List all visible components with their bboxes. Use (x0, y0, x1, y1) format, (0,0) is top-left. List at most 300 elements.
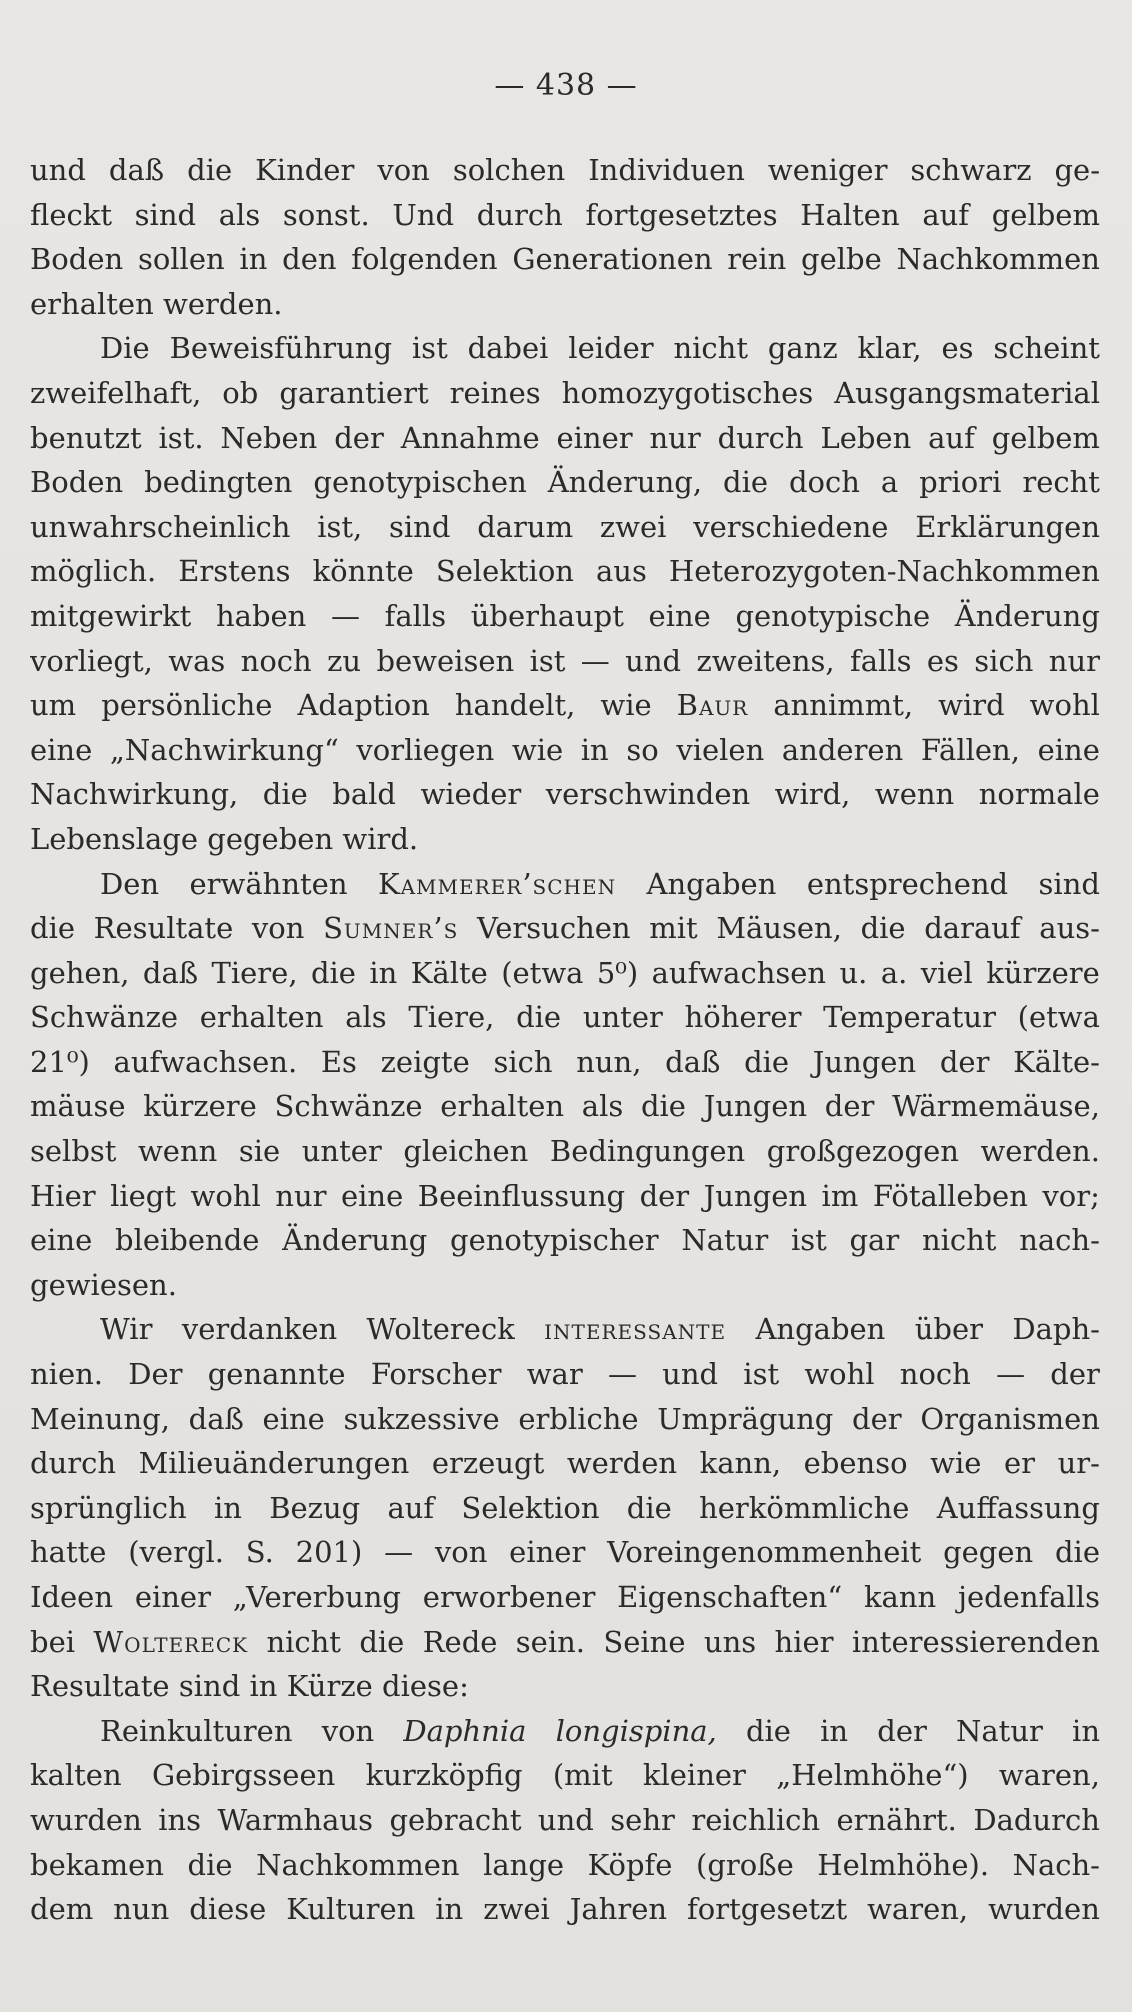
word: klar, (857, 331, 922, 366)
word: die (310, 955, 356, 990)
word: Natur (956, 1713, 1043, 1748)
word: wohl (1029, 688, 1100, 723)
word: noch (240, 643, 312, 678)
word: es (941, 331, 974, 366)
word: sind (134, 197, 197, 232)
word: Selektion (461, 1490, 600, 1525)
word: priori (919, 465, 1002, 500)
word: gar (849, 1223, 900, 1258)
word: Mäusen, (716, 911, 842, 946)
word: uns (703, 1624, 757, 1659)
word: den (282, 242, 337, 277)
text-line (30, 1174, 1100, 1219)
word: verschwinden (545, 777, 751, 812)
word: einer (509, 1535, 586, 1570)
word: Beeinflussung (417, 1178, 626, 1213)
word: lange (483, 1847, 565, 1882)
word: Sumner’s (323, 911, 459, 946)
word: als (581, 1089, 624, 1124)
text-line (30, 1843, 1100, 1888)
word: sehr (610, 1802, 675, 1837)
word: ins (158, 1802, 202, 1837)
word: ist (743, 1357, 780, 1392)
word: Heterozygoten-Nachkommen (668, 554, 1100, 589)
word: ist. (158, 420, 204, 455)
word: (etwa (501, 955, 584, 990)
word: Nachwirkung, (30, 777, 239, 812)
word: interessierenden (851, 1624, 1100, 1659)
word: möglich. (30, 554, 157, 589)
word: normale (978, 777, 1100, 812)
word: durch (717, 420, 804, 455)
word: Die (100, 331, 150, 366)
word: Dadurch (973, 1802, 1100, 1837)
word: Jungen (703, 1178, 808, 1213)
word: die (359, 1624, 405, 1659)
word: verdanken (181, 1312, 338, 1347)
word: durch (30, 1446, 117, 1481)
word: Reinkulturen (100, 1713, 293, 1748)
word: sein. (515, 1624, 586, 1659)
word: die (262, 777, 308, 812)
word: Milieuänderungen (138, 1446, 410, 1481)
word: mäuse (30, 1089, 126, 1124)
word: (große (696, 1847, 794, 1882)
word: sukzessive (343, 1401, 500, 1436)
text-line (30, 1620, 1100, 1665)
word: eine (648, 598, 711, 633)
word: gelbem (991, 197, 1100, 232)
word: die (860, 911, 906, 946)
word: auf (387, 1490, 435, 1525)
word: über (914, 1312, 984, 1347)
word: daß (665, 1044, 721, 1079)
word: eine (30, 1223, 93, 1258)
word: (mit (552, 1758, 613, 1793)
word: sind (1038, 866, 1100, 901)
word: a. (880, 955, 908, 990)
word: die (1054, 1535, 1100, 1570)
word: Auffassung (936, 1490, 1100, 1525)
word: Erklärungen (915, 509, 1100, 544)
word: falls (384, 598, 447, 633)
word: und (662, 1357, 719, 1392)
text-line (30, 1664, 1100, 1709)
word: werden. (163, 286, 283, 321)
word: bald (332, 777, 396, 812)
word: einer (556, 420, 633, 455)
word: nur (1048, 643, 1100, 678)
word: sind (389, 509, 451, 544)
word: die (745, 1713, 791, 1748)
word: eine (262, 1401, 325, 1436)
word: gelbe (801, 242, 882, 277)
word: Kinder (255, 153, 355, 187)
word: Daph- (1012, 1312, 1100, 1347)
word: als (218, 197, 261, 232)
text-line (30, 1263, 1100, 1308)
word: Hier (30, 1178, 96, 1213)
word: viel (920, 955, 973, 990)
word: hatte (30, 1535, 107, 1570)
text-line (30, 1397, 1100, 1442)
text-line (30, 1486, 1100, 1531)
word: Es (320, 1044, 357, 1079)
word: es (926, 643, 959, 678)
word: Rede (422, 1624, 498, 1659)
word: weniger (767, 153, 888, 187)
word: Eigenschaften“ (617, 1580, 843, 1614)
word: gleichen (403, 1134, 529, 1169)
word: Nach- (1012, 1847, 1100, 1882)
word: anderen (781, 732, 904, 767)
word: und (537, 1802, 594, 1837)
text-line (30, 1887, 1100, 1932)
word: sprünglich (30, 1490, 187, 1525)
word: Jahren (569, 1892, 668, 1927)
text-line (30, 148, 1100, 193)
word: Forscher (370, 1357, 502, 1392)
word: scheint (993, 331, 1100, 366)
text-line (30, 639, 1100, 684)
word: genotypische (735, 598, 931, 633)
word: wurden (30, 1802, 142, 1837)
word: Natur (681, 1223, 769, 1258)
word: sie (238, 1134, 281, 1169)
word: handelt, (454, 688, 576, 723)
word: durch (476, 197, 563, 232)
word: sollen (137, 242, 225, 277)
word: garantiert (279, 375, 429, 410)
word: erworbener (422, 1580, 596, 1614)
text-line (30, 683, 1100, 728)
text-line (30, 1040, 1100, 1085)
word: werden. (980, 1134, 1100, 1169)
word: reichlich (691, 1802, 821, 1837)
word: noch (899, 1357, 971, 1392)
word: wie (511, 732, 564, 767)
text-line (30, 1753, 1100, 1798)
word: erbliche (518, 1401, 639, 1436)
word: 21⁰) (30, 1044, 90, 1079)
word: jedenfalls (957, 1580, 1100, 1614)
text-line (30, 460, 1100, 505)
text-line (30, 1798, 1100, 1843)
word: — (580, 643, 610, 678)
word: daß (188, 1401, 244, 1436)
word: Kälte- (1013, 1044, 1100, 1079)
text-line (30, 728, 1100, 773)
text-line (30, 772, 1100, 817)
word: erhalten (440, 1089, 565, 1124)
word: von (434, 1535, 488, 1570)
word: nicht (673, 331, 748, 366)
word: höherer (684, 1000, 802, 1035)
word: Änderung, (547, 465, 703, 500)
word: vorliegen (356, 732, 495, 767)
text-line (30, 1307, 1100, 1352)
word: zeigte (380, 1044, 470, 1079)
word: Daphnia (403, 1713, 527, 1748)
word: darauf (924, 911, 1021, 946)
word: beweisen (376, 643, 515, 678)
word: darum (477, 509, 574, 544)
word: Änderung (954, 598, 1100, 633)
text-line (30, 193, 1100, 238)
word: 201) (295, 1535, 363, 1570)
text-line (30, 1530, 1100, 1575)
word: Umprägung (657, 1401, 834, 1436)
word: auf (922, 197, 970, 232)
word: erzeugt (431, 1446, 545, 1481)
word: in (1072, 1713, 1100, 1748)
word: sind (178, 1669, 241, 1704)
word: „Helmhöhe“) (776, 1758, 969, 1793)
word: von (377, 153, 430, 187)
word: im (821, 1178, 859, 1213)
word: er (1004, 1446, 1036, 1481)
word: und (30, 153, 86, 187)
word: u. (839, 955, 868, 990)
word: die (187, 153, 233, 187)
word: der (939, 1044, 990, 1079)
word: wie (930, 1446, 982, 1481)
word: annimmt, (773, 688, 914, 723)
word: ist (411, 331, 448, 366)
word: hier (774, 1624, 834, 1659)
word: die (30, 911, 76, 946)
word: nicht (921, 1223, 997, 1258)
word: benutzt (30, 420, 142, 455)
word: dem (30, 1892, 94, 1927)
word: gebracht (389, 1802, 522, 1837)
word: zwei (483, 1892, 550, 1927)
word: die (516, 1000, 562, 1035)
word: eine (1037, 732, 1100, 767)
word: sich (493, 1044, 553, 1079)
word: nur (275, 1178, 327, 1213)
word: aufwachsen. (113, 1044, 298, 1079)
word: Resultate (93, 911, 234, 946)
word: in (213, 1490, 242, 1525)
word: nien. (30, 1357, 104, 1392)
word: persönliche (101, 688, 273, 723)
word: der (877, 1713, 927, 1748)
word: Erstens (178, 554, 291, 589)
word: Neben (220, 420, 318, 455)
text-line (30, 237, 1100, 282)
word: Beweisführung (169, 331, 393, 366)
word: überhaupt (470, 598, 624, 633)
word: was (168, 643, 226, 678)
word: eine (30, 732, 93, 767)
word: in (820, 1713, 849, 1748)
word: daß (108, 153, 165, 187)
word: der (1050, 1357, 1100, 1392)
word: „Vererbung (232, 1580, 401, 1614)
text-line (30, 906, 1100, 951)
word: wurden (988, 1892, 1100, 1927)
text-line (30, 862, 1100, 907)
word: — (996, 1357, 1026, 1392)
word: Und (392, 197, 455, 232)
text-line (30, 817, 1100, 862)
text-line (30, 951, 1100, 996)
word: großgezogen (766, 1134, 959, 1169)
text-line (30, 1575, 1100, 1620)
word: in (249, 1669, 278, 1704)
text-line (30, 416, 1100, 461)
word: longispina, (555, 1713, 717, 1748)
word: Schwänze (274, 1089, 423, 1124)
word: von (251, 911, 305, 946)
word: die (187, 1847, 233, 1882)
word: als (345, 1000, 387, 1035)
word: Wir (100, 1312, 153, 1347)
text-line (30, 1218, 1100, 1263)
word: Seine (603, 1624, 686, 1659)
word: vielen (676, 732, 765, 767)
word: vorliegt, (30, 643, 153, 678)
word: unter (582, 1000, 663, 1035)
word: gehen, (30, 955, 130, 990)
word: so (626, 732, 659, 767)
word: könnte (312, 554, 414, 589)
word: die (723, 465, 769, 500)
word: Kammerer’schen (377, 866, 617, 901)
word: kann (863, 1580, 937, 1614)
word: Schwänze (30, 1000, 179, 1035)
word: fleckt (30, 197, 112, 232)
word: erwähnten (189, 866, 348, 901)
word: wieder (420, 777, 522, 812)
word: Boden (30, 242, 124, 277)
word: Halten (800, 197, 900, 232)
word: nur (649, 420, 701, 455)
word: die (626, 1490, 672, 1525)
word: ebenso (803, 1446, 908, 1481)
word: Selektion (435, 554, 574, 589)
word: wenn (874, 777, 955, 812)
word: kürzere (143, 1089, 257, 1124)
word: aus- (1039, 911, 1100, 946)
word: wird. (342, 821, 419, 856)
word: Organismen (920, 1401, 1100, 1436)
word: Baur (676, 688, 749, 723)
word: Der (128, 1357, 183, 1392)
word: kalten (30, 1758, 122, 1793)
word: Köpfe (587, 1847, 673, 1882)
word: doch (788, 465, 860, 500)
word: aus (596, 554, 647, 589)
word: Bedingungen (549, 1134, 746, 1169)
word: ge- (1054, 153, 1100, 187)
word: schwarz (910, 153, 1032, 187)
word: genotypischer (450, 1223, 659, 1258)
word: Temperatur (823, 1000, 996, 1035)
word: ernährt. (836, 1802, 957, 1837)
word: Resultate (30, 1669, 170, 1704)
word: Tiere, (408, 1000, 495, 1035)
word: Lebenslage (30, 821, 198, 856)
word: zu (327, 643, 362, 678)
word: reines (449, 375, 541, 410)
word: (vergl. (128, 1535, 224, 1570)
word: Gebirgsseen (151, 1758, 336, 1793)
text-line (30, 1709, 1100, 1754)
word: liegt (110, 1178, 177, 1213)
word: — (331, 598, 360, 633)
text-line (30, 371, 1100, 416)
word: einer (134, 1580, 211, 1614)
word: Änderung (282, 1223, 428, 1258)
word: Individuen (588, 153, 745, 187)
word: auf (928, 420, 975, 455)
word: Kürze (286, 1669, 373, 1704)
word: Ausgangsmaterial (834, 375, 1100, 410)
word: kurzköpfig (365, 1758, 523, 1793)
word: Adaption (297, 688, 430, 723)
text-line (30, 594, 1100, 639)
word: vor; (1042, 1178, 1100, 1213)
body-text (30, 148, 1100, 1932)
word: Annahme (400, 420, 540, 455)
word: S. (245, 1535, 274, 1570)
word: um (30, 688, 77, 723)
word: — (607, 1357, 637, 1392)
word: fortgesetzt (687, 1892, 848, 1927)
word: Versuchen (476, 911, 631, 946)
word: Helmhöhe). (817, 1847, 990, 1882)
word: gegen (943, 1535, 1034, 1570)
word: in (239, 242, 268, 277)
word: bedingten (144, 465, 293, 500)
word: recht (1022, 465, 1100, 500)
word: Woltereck (366, 1312, 515, 1347)
word: Kulturen (286, 1892, 416, 1927)
word: verschiedene (693, 509, 889, 544)
word: wird (938, 688, 1005, 723)
word: sich (974, 643, 1034, 678)
word: interessante (544, 1312, 727, 1347)
page-number: — 438 — (494, 68, 638, 103)
word: ob (222, 375, 259, 410)
word: dabei (467, 331, 549, 366)
word: ist, (317, 509, 363, 544)
word: selbst (30, 1134, 117, 1169)
word: werden (566, 1446, 678, 1481)
word: (etwa (1017, 1000, 1100, 1035)
word: Jungen (703, 1089, 808, 1124)
text-line (30, 505, 1100, 550)
word: Woltereck (93, 1624, 249, 1659)
word: Meinung, (30, 1401, 170, 1436)
word: ist (790, 1223, 827, 1258)
word: Leben (820, 420, 912, 455)
word: Warmhaus (217, 1802, 373, 1837)
word: Wärmemäuse, (892, 1089, 1100, 1124)
word: wohl (190, 1178, 261, 1213)
word: zweitens, (696, 643, 835, 678)
word: herkömmliche (699, 1490, 910, 1525)
word: „Nachwirkung“ (109, 732, 339, 767)
word: leider (568, 331, 654, 366)
word: erhalten (30, 286, 154, 321)
word: solchen (452, 153, 566, 187)
text-line (30, 326, 1100, 371)
word: nicht (266, 1624, 341, 1659)
word: unwahrscheinlich (30, 509, 291, 544)
